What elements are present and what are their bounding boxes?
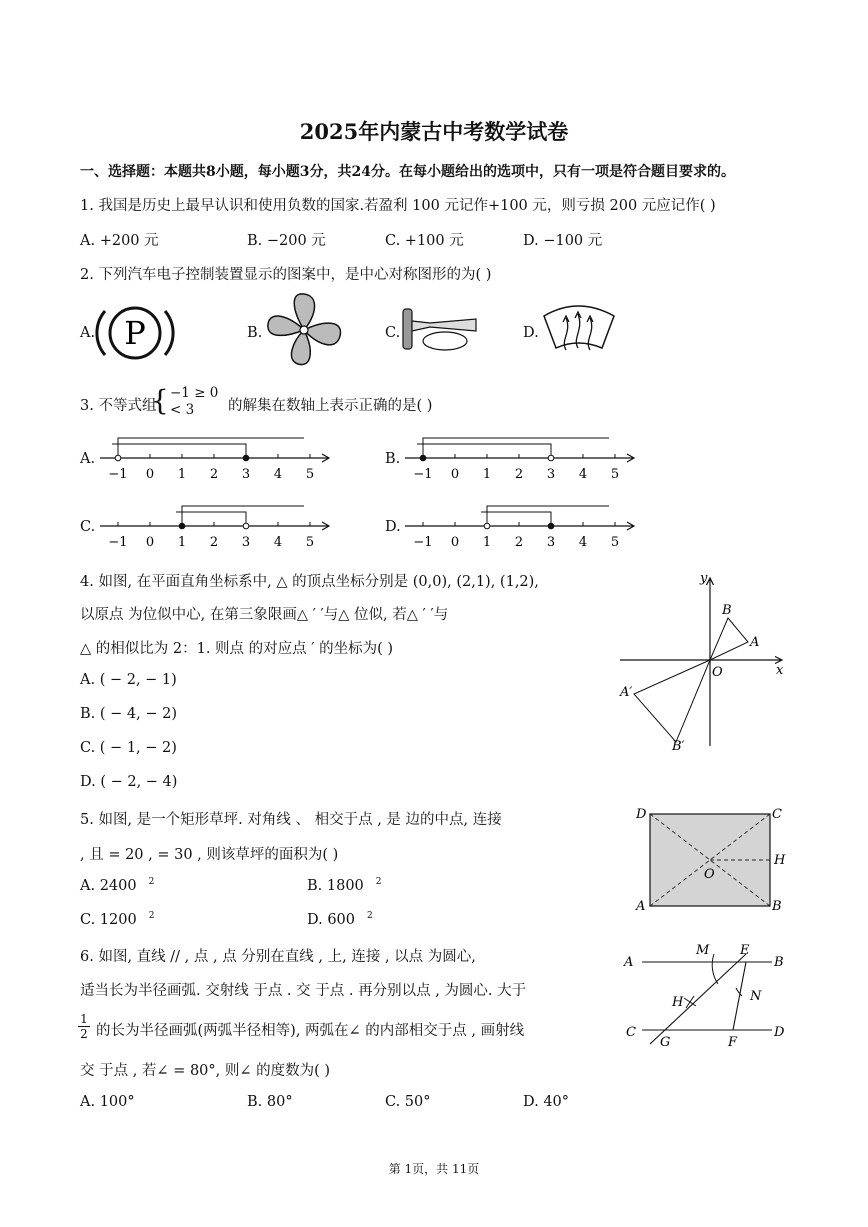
- point-e-label: E: [740, 943, 750, 958]
- q2-label-d[interactable]: D.: [523, 325, 539, 341]
- q6-parallel-lines-figure: [622, 940, 792, 1050]
- number-line-tick-label: 0: [145, 535, 155, 550]
- q1-option-d[interactable]: D. −100 元: [523, 233, 603, 249]
- q4-option-c[interactable]: C. ( − 1, − 2): [80, 740, 177, 756]
- q4-coordinate-figure: [612, 566, 792, 752]
- line-point-d-label: D: [774, 1025, 785, 1040]
- endpoint-right: [243, 455, 249, 461]
- number-line-tick-label: 2: [514, 467, 524, 482]
- point-f-label: F: [728, 1035, 738, 1050]
- q2-label-c[interactable]: C.: [385, 325, 401, 341]
- q3-label-b[interactable]: B.: [385, 451, 401, 467]
- point-g-label: G: [660, 1035, 671, 1050]
- q4-line-2: 以原点 为位似中心, 在第三象限画△ ′ ′与△ 位似, 若△ ′ ′与: [80, 607, 449, 623]
- corner-c-label: C: [772, 807, 782, 822]
- number-line-tick-label: 4: [578, 535, 588, 550]
- solution-ray-left: [423, 438, 609, 458]
- q3-stem-suffix: 的解集在数轴上表示正确的是( ): [228, 398, 433, 414]
- midpoint-h-label: H: [774, 853, 786, 868]
- number-line-tick-label: 2: [209, 467, 219, 482]
- endpoint-left: [115, 455, 121, 461]
- windshield-heater-icon: [540, 300, 620, 362]
- number-line-tick-label: 5: [610, 535, 620, 550]
- number-line-d: [401, 498, 641, 558]
- number-line-tick-label: −1: [108, 467, 128, 482]
- number-line-tick-label: 0: [450, 467, 460, 482]
- solution-ray-left: [118, 438, 304, 458]
- q1-option-b[interactable]: B. −200 元: [247, 233, 326, 249]
- section-heading: 一、选择题：本题共8小题，每小题3分，共24分。在每小题给出的选项中，只有一项是符合题目要求的。: [80, 164, 735, 180]
- number-line-tick-label: −1: [413, 467, 433, 482]
- triangle-oa2b2: [634, 660, 710, 742]
- endpoint-right: [243, 523, 249, 529]
- triangle-oab: [710, 618, 748, 660]
- y-axis-label: y: [700, 571, 708, 586]
- solution-ray-left: [487, 506, 609, 526]
- center-o-label: O: [704, 867, 715, 882]
- solution-ray-right: [176, 512, 246, 526]
- number-line-tick-label: 2: [209, 535, 219, 550]
- number-line-tick-label: 0: [145, 467, 155, 482]
- q6-option-c[interactable]: C. 50°: [385, 1094, 431, 1110]
- q3-label-c[interactable]: C.: [80, 519, 96, 535]
- q4-line-1: 4. 如图, 在平面直角坐标系中, △ 的顶点坐标分别是 (0,0), (2,1), (1,2),: [80, 574, 539, 590]
- corner-a-label: A: [636, 899, 646, 914]
- q6-line-3: 的长为半径画弧(两弧半径相等), 两弧在∠ 的内部相交于点 , 画射线: [96, 1023, 525, 1039]
- point-m-label: M: [696, 943, 710, 958]
- point-h-label: H: [672, 995, 684, 1010]
- q4-option-a[interactable]: A. ( − 2, − 1): [80, 672, 177, 688]
- number-line-tick-label: 4: [578, 467, 588, 482]
- corner-b-label: B: [772, 899, 782, 914]
- q4-line-3: △ 的相似比为 2：1. 则点 的对应点 ′ 的坐标为( ): [80, 641, 394, 657]
- q3-brace: {: [151, 384, 169, 417]
- x-axis-label: x: [776, 663, 784, 678]
- q4-option-d[interactable]: D. ( − 2, − 4): [80, 774, 178, 790]
- exam-title: 2025年内蒙古中考数学试卷: [299, 119, 569, 144]
- q1-option-c[interactable]: C. +100 元: [385, 233, 464, 249]
- q6-option-d[interactable]: D. 40°: [523, 1094, 570, 1110]
- number-line-tick-label: 1: [482, 535, 492, 550]
- solution-ray-right: [481, 512, 551, 526]
- q6-option-a[interactable]: A. 100°: [80, 1094, 135, 1110]
- fraction-numerator: 1: [80, 1012, 88, 1026]
- q6-fraction: [78, 1012, 90, 1041]
- line-point-a-label: A: [624, 955, 634, 970]
- q6-line-1: 6. 如图, 直线 // , 点 , 点 分别在直线 , 上, 连接 , 以点 为圆心,: [80, 949, 476, 965]
- q5-option-d-text: D. 600: [307, 911, 356, 928]
- q3-label-a[interactable]: A.: [80, 451, 96, 467]
- q5-option-d[interactable]: [307, 911, 373, 928]
- segment-ef: [733, 962, 746, 1030]
- q2-label-b[interactable]: B.: [247, 325, 263, 341]
- solution-ray-right: [112, 444, 246, 458]
- fan-icon: [262, 290, 348, 370]
- q5-option-a[interactable]: [80, 877, 154, 894]
- q5-option-d-sup: 2: [367, 911, 373, 921]
- line-point-b-label: B: [774, 955, 784, 970]
- q3-stem-prefix: 3. 不等式组: [80, 398, 157, 414]
- endpoint-right: [548, 523, 554, 529]
- q6-line-2: 适当长为半径画弧. 交射线 于点 . 交 于点 . 再分别以点 , 为圆心. 大于: [80, 983, 527, 999]
- q5-option-b-sup: 2: [375, 877, 382, 887]
- number-line-tick-label: 3: [241, 467, 251, 482]
- number-line-tick-label: −1: [108, 535, 128, 550]
- q1-option-a[interactable]: A. +200 元: [80, 233, 159, 249]
- q6-option-b[interactable]: B. 80°: [247, 1094, 293, 1110]
- point-b-prime-label: B′: [672, 739, 685, 754]
- number-line-tick-label: −1: [413, 535, 433, 550]
- number-line-tick-label: 2: [514, 535, 524, 550]
- origin-label: O: [712, 665, 723, 680]
- q2-label-a[interactable]: A.: [80, 325, 96, 341]
- q5-line-2: , 且 = 20 , = 30 , 则该草坪的面积为( ): [80, 847, 339, 863]
- q5-option-b-text: B. 1800: [307, 877, 364, 894]
- horn-icon: [400, 305, 480, 357]
- number-line-tick-label: 0: [450, 535, 460, 550]
- number-line-tick-label: 1: [482, 467, 492, 482]
- q5-rectangle-figure: [632, 804, 792, 914]
- endpoint-left: [484, 523, 490, 529]
- number-line-tick-label: 3: [241, 535, 251, 550]
- q5-option-a-sup: 2: [148, 877, 155, 887]
- q3-inequality-2: < 3: [170, 402, 195, 418]
- solution-ray-right: [417, 444, 551, 458]
- number-line-tick-label: 4: [273, 467, 283, 482]
- point-n-label: N: [750, 989, 762, 1004]
- fraction-denominator: 2: [78, 1026, 90, 1041]
- parking-brake-icon: [96, 300, 176, 366]
- number-line-tick-label: 3: [546, 535, 556, 550]
- arc-mn: [712, 954, 718, 984]
- corner-d-label: D: [636, 807, 647, 822]
- number-line-tick-label: 5: [305, 535, 315, 550]
- q4-option-b[interactable]: B. ( − 4, − 2): [80, 706, 177, 722]
- q5-option-c-text: C. 1200: [80, 911, 137, 928]
- solution-ray-left: [182, 506, 304, 526]
- point-b-label: B: [722, 603, 732, 618]
- q5-option-b[interactable]: [307, 877, 382, 894]
- q5-line-1: 5. 如图, 是一个矩形草坪. 对角线 、 相交于点 , 是 边的中点, 连接: [80, 812, 502, 828]
- number-line-tick-label: 5: [610, 467, 620, 482]
- endpoint-right: [548, 455, 554, 461]
- number-line-tick-label: 1: [177, 467, 187, 482]
- number-line-tick-label: 1: [177, 535, 187, 550]
- number-line-tick-label: 3: [546, 467, 556, 482]
- parking-p-letter: P: [124, 314, 146, 352]
- point-a-prime-label: A′: [620, 685, 633, 700]
- number-line-tick-label: 4: [273, 535, 283, 550]
- q3-inequality-1: −1 ≥ 0: [170, 385, 219, 401]
- q5-option-c-sup: 2: [148, 911, 155, 921]
- q3-label-d[interactable]: D.: [385, 519, 401, 535]
- point-a-label: A: [750, 635, 760, 650]
- endpoint-left: [179, 523, 185, 529]
- q2-stem: 2. 下列汽车电子控制装置显示的图案中，是中心对称图形的为( ): [80, 267, 492, 283]
- q5-option-c[interactable]: [80, 911, 154, 928]
- q1-stem: 1. 我国是历史上最早认识和使用负数的国家.若盈利 100 元记作+100 元，则亏损 200 元应记作( ): [80, 198, 716, 214]
- line-point-c-label: C: [626, 1025, 636, 1040]
- page-footer: 第 1页，共 11页: [388, 1162, 480, 1176]
- q6-line-4: 交 于点 , 若∠ = 80°, 则∠ 的度数为( ): [80, 1063, 331, 1079]
- endpoint-left: [420, 455, 426, 461]
- q5-option-a-text: A. 2400: [80, 877, 137, 894]
- number-line-tick-label: 5: [305, 467, 315, 482]
- number-line-c: [96, 498, 336, 558]
